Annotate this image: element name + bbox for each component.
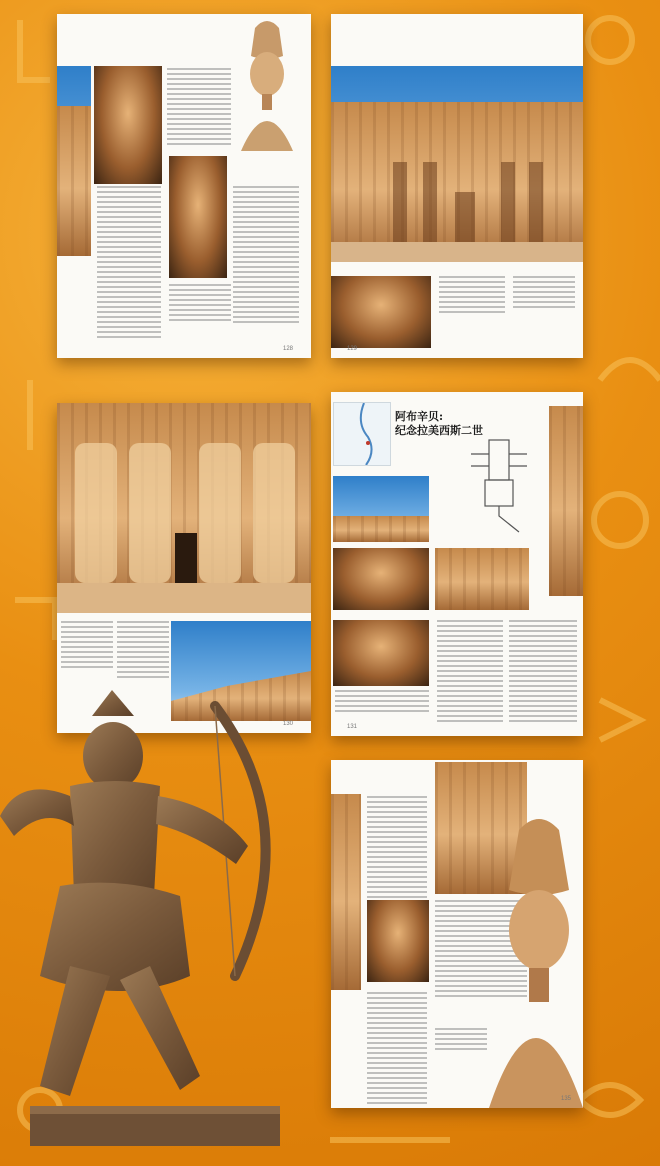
archer-statue-sculpture [0,686,330,1156]
caption-text-1 [439,276,505,316]
temple-floor-plan-diagram [451,436,547,536]
great-temple-facade-photo [57,403,311,613]
body-text-column-6 [367,796,427,911]
page-number: 128 [282,346,293,352]
body-text-column-3 [233,186,299,326]
chapter-title: 阿布辛贝: 纪念拉美西斯二世 [395,410,483,437]
body-text-column-2 [167,68,231,148]
standing-colossus-edge-photo [549,406,583,596]
caption-text-5 [335,690,429,715]
colossus-leg-photo [331,794,361,990]
body-text-column-1 [97,186,161,341]
seated-gods-photo [333,620,429,686]
book-page-middle-left [57,403,311,733]
queen-statue-photo [169,156,227,278]
seated-colossus-photo [94,66,162,184]
body-text-column-2b [169,284,231,324]
page-number: 131 [347,724,358,730]
ramesses-head-photo [489,810,583,1108]
nile-map [333,402,391,466]
caption-text-4 [117,621,169,681]
book-page-middle-right [331,392,583,736]
body-text-column-5 [509,620,577,725]
relief-wall-photo [331,276,431,348]
inner-sanctuary-photo [333,548,429,610]
caption-text-2 [513,276,575,311]
book-page-top-right [331,14,583,358]
body-text-column-4 [437,620,503,725]
caption-text-3 [61,621,113,671]
book-page-bottom-right [331,760,583,1108]
page-number: 130 [282,721,293,727]
pharaoh-bust-photo [237,16,297,151]
lake-nasser-photo [333,476,429,542]
small-temple-facade-photo [331,66,583,262]
body-text-column-8 [367,992,427,1107]
page-number: 135 [560,1096,571,1102]
temple-colossus-photo [57,66,91,256]
falcon-statue-photo [367,900,429,982]
book-page-top-left [57,14,311,358]
caption-text-6 [435,1028,487,1053]
page-number: 129 [347,346,358,352]
wall-relief-photo [435,548,529,610]
